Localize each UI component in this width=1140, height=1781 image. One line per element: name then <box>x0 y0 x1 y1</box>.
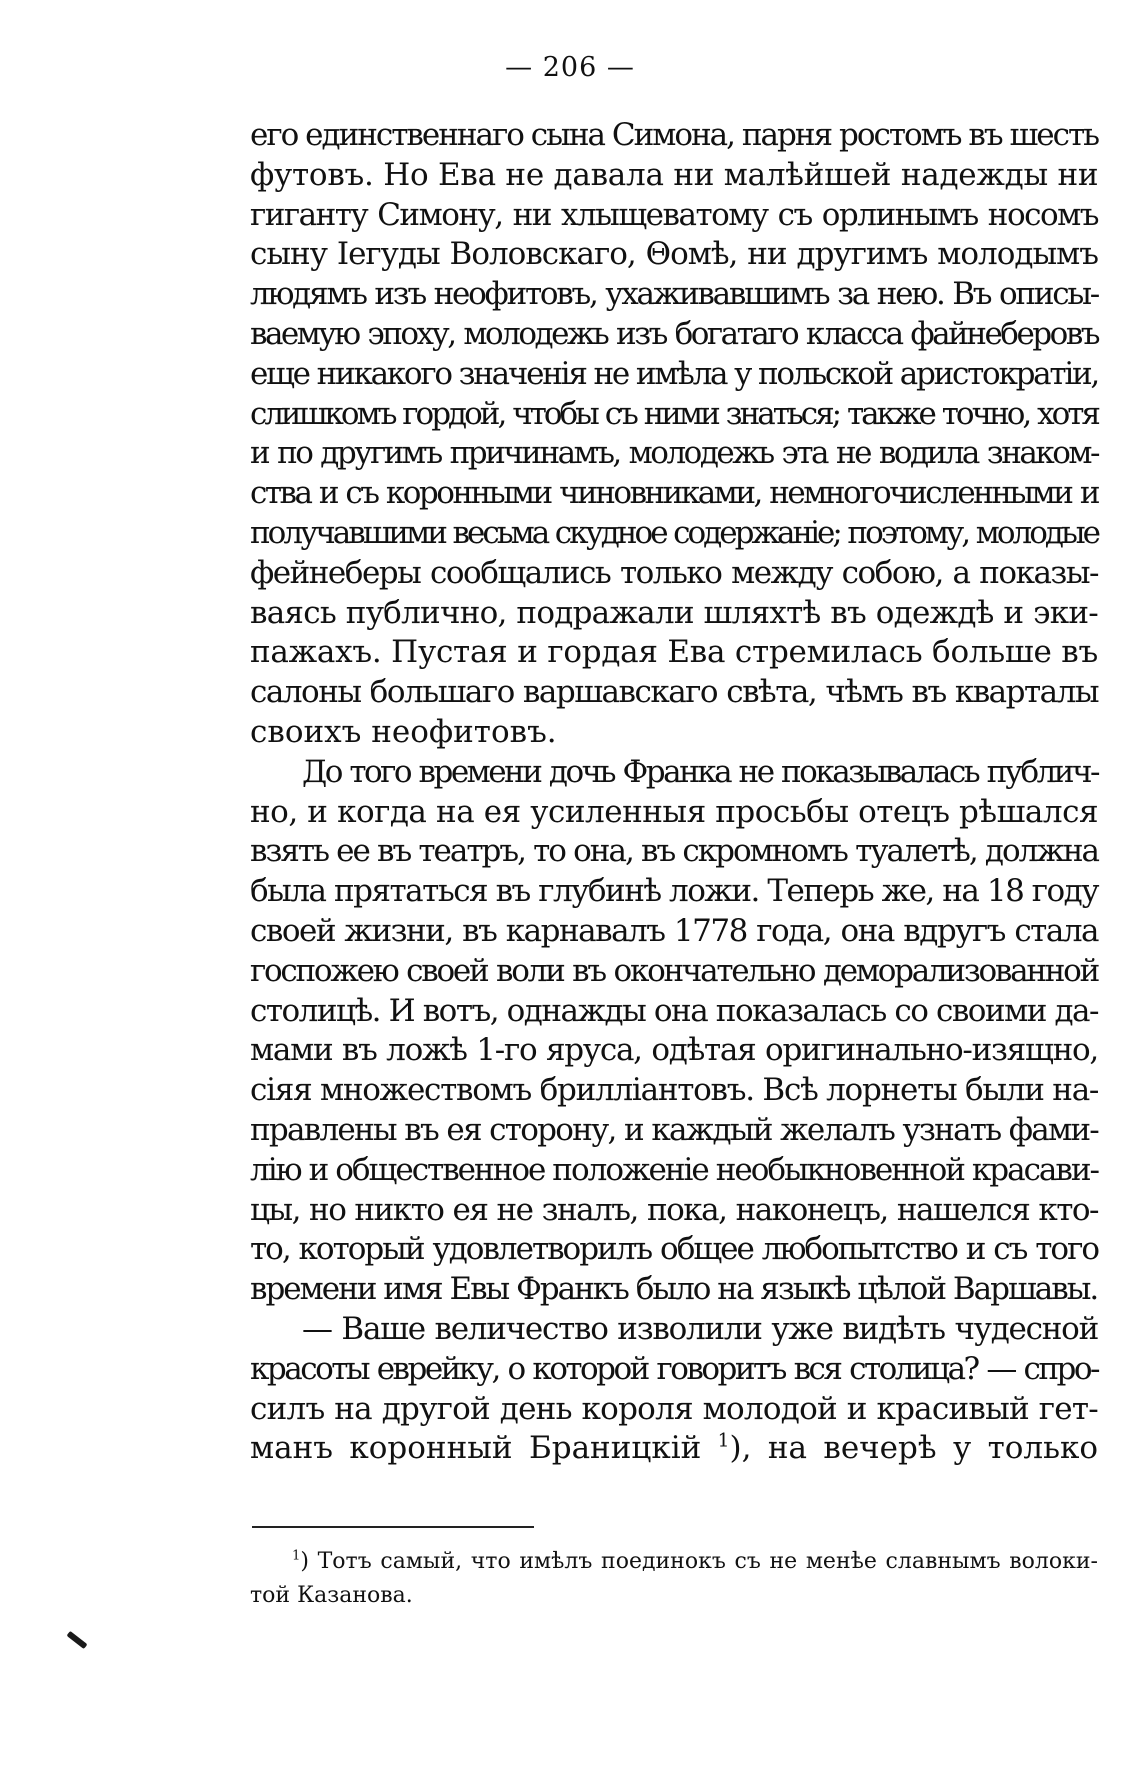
footnote-text: ) Тотъ самый, что имѣлъ поединокъ съ не менѣе славнымъ волоки- <box>300 1549 1098 1574</box>
text-line: салоны большаго варшавскаго свѣта, чѣмъ въ кварталы <box>250 674 1098 711</box>
text-line: и по другимъ причинамъ, молодежь эта не водила знаком- <box>250 435 1098 472</box>
text-line: пажахъ. Пустая и гордая Ева стремилась больше въ <box>250 634 1098 671</box>
paragraph-start-line: До того времени дочь Франка не показывалась публич- <box>302 753 1098 790</box>
paragraph-start-line: — Ваше величество изволили уже видѣть чудесной <box>302 1310 1098 1347</box>
text-line: красоты еврейку, о которой говоритъ вся столица? — спро- <box>250 1350 1098 1387</box>
text-line: своихъ неофитовъ. <box>250 713 557 750</box>
footnote-line: той Казанова. <box>250 1583 413 1608</box>
footnote-divider <box>252 1526 534 1528</box>
margin-ink-mark <box>66 1631 87 1649</box>
page-number: — 206 — <box>505 52 635 83</box>
text-fragment: ), на вечерѣ у только <box>729 1430 1098 1467</box>
text-line: правлены въ ея сторону, и каждый желалъ узнать фами- <box>250 1111 1098 1148</box>
text-line: еще никакого значенiя не имѣла у польской аристократiи, <box>250 355 1098 392</box>
footnote <box>250 1545 1098 1613</box>
footnote-marker: 1 <box>292 1548 301 1564</box>
text-line: сыну Iегуды Воловскаго, Θомѣ, ни другимъ молодымъ <box>250 236 1098 273</box>
text-line: мами въ ложѣ 1-го яруса, одѣтая оригинально-изящно, <box>250 1032 1098 1069</box>
text-line: получавшими весьма скудное содержанiе; поэтому, молодые <box>250 514 1098 551</box>
text-line: слишкомъ гордой, чтобы съ ними знаться; также точно, хотя <box>250 395 1098 432</box>
text-line: фейнеберы сообщались только между собою, а показы- <box>250 554 1098 591</box>
text-line: его единственнаго сына Симона, парня ростомъ въ шесть <box>250 117 1098 153</box>
text-line: цы, но никто ея не зналъ, пока, наконецъ, нашелся кто- <box>250 1191 1098 1228</box>
footnote-reference[interactable]: 1 <box>717 1430 730 1452</box>
text-line: людямъ изъ неофитовъ, ухаживавшимъ за нею. Въ описы- <box>250 276 1098 313</box>
text-line: но, и когда на ея усиленныя просьбы отецъ рѣшался <box>250 793 1098 830</box>
footnote-line <box>250 1545 1098 1579</box>
text-line: лiю и общественное положенiе необыкновенной красави- <box>250 1151 1098 1188</box>
text-line: своей жизни, въ карнавалъ 1778 года, она вдругъ стала <box>250 912 1098 949</box>
text-fragment: манъ коронный Браницкiй <box>250 1430 702 1467</box>
text-line: была прятаться въ глубинѣ ложи. Теперь же, на 18 году <box>250 873 1098 910</box>
text-line: времени имя Евы Франкъ было на языкѣ цѣлой Варшавы. <box>250 1271 1098 1308</box>
text-line: силъ на другой день короля молодой и красивый гет- <box>250 1390 1098 1427</box>
text-line: то, который удовлетворилъ общее любопытство и съ того <box>250 1231 1098 1268</box>
text-line: ства и съ коронными чиновниками, немногочисленными и <box>250 475 1098 512</box>
text-line: футовъ. Но Ева не давала ни малѣйшей надежды ни <box>250 156 1099 193</box>
text-line: взять ее въ театръ, то она, въ скромномъ туалетѣ, должна <box>250 833 1098 870</box>
text-line: ваясь публично, подражали шляхтѣ въ одеждѣ и эки- <box>250 594 1098 631</box>
main-text <box>250 116 1098 1469</box>
text-line: сiяя множествомъ брилліантовъ. Всѣ лорнеты были на- <box>250 1072 1099 1109</box>
text-line: ваемую эпоху, молодежь изъ богатаго класса файнеберовъ <box>250 315 1098 352</box>
text-line: гиганту Симону, ни хлыщеватому съ орлинымъ носомъ <box>250 196 1098 233</box>
text-line: столицѣ. И вотъ, однажды она показалась со своими да- <box>250 992 1098 1029</box>
text-line-with-footnote-ref <box>250 1429 1098 1469</box>
text-line: госпожею своей воли въ окончательно деморализованной <box>250 952 1098 989</box>
